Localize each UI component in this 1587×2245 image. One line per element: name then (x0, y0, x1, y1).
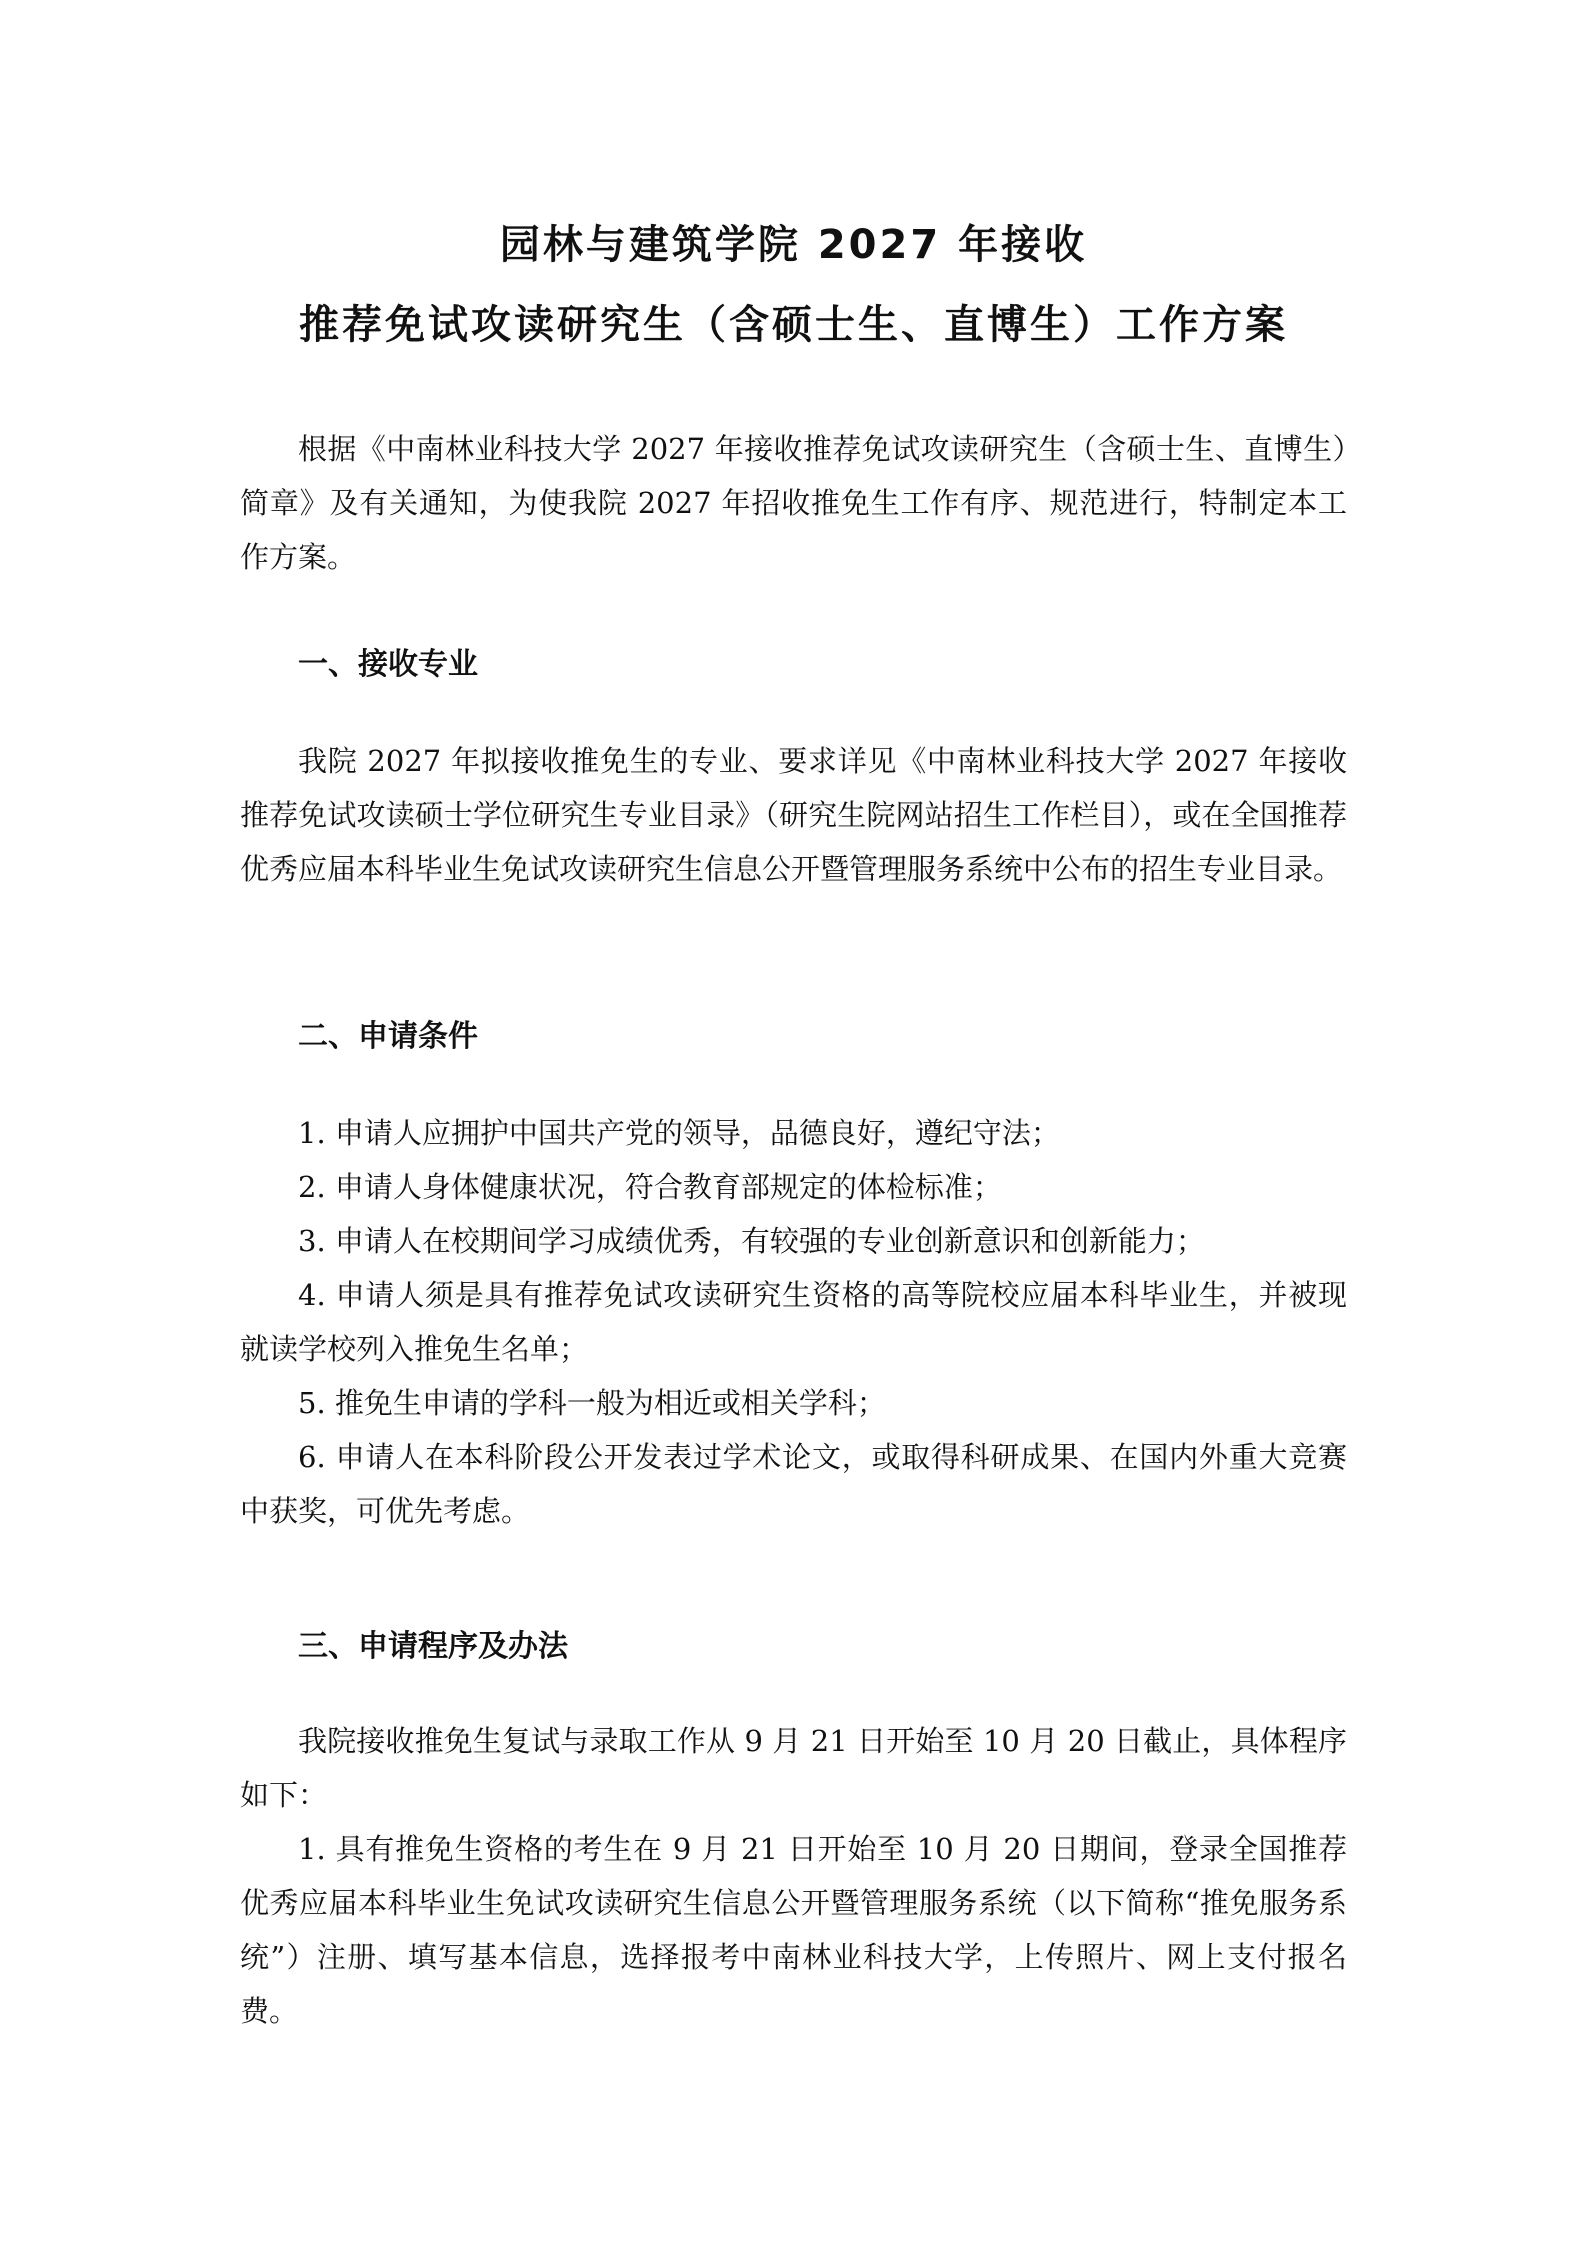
document-title-line-2: 推荐免试攻读研究生（含硕士生、直博生）工作方案 (299, 302, 1288, 348)
section-2-body (240, 1106, 1347, 1538)
condition-item: 3. 申请人在校期间学习成绩优秀，有较强的专业创新意识和创新能力； (298, 1224, 1205, 1258)
procedure-item: 1. 具有推免生资格的考生在 9 月 21 日开始至 10 月 20 日期间，登录全国推荐优秀应届本科毕业生免试攻读研究生信息公开暨管理服务系统（以下简称“推免服务系统”）注册、填写基本信息，选择报考中南林业科技大学，上传照片、网上支付报名费。 (240, 1832, 1347, 2028)
condition-item: 4. 申请人须是具有推荐免试攻读研究生资格的高等院校应届本科毕业生，并被现就读学校列入推免生名单； (240, 1278, 1347, 1366)
intro-paragraph-block (240, 422, 1347, 584)
document-title-line-1: 园林与建筑学院 2027 年接收 (499, 222, 1088, 268)
intro-paragraph: 根据《中南林业科技大学 2027 年接收推荐免试攻读研究生（含硕士生、直博生）简章》及有关通知，为使我院 2027 年招收推免生工作有序、规范进行，特制定本工作方案。 (240, 432, 1347, 574)
condition-item: 5. 推免生申请的学科一般为相近或相关学科； (298, 1386, 886, 1420)
section-heading-2: 二、申请条件 (298, 1019, 478, 1054)
section-3-body (240, 1714, 1347, 2038)
section-1-paragraph: 我院 2027 年拟接收推免生的专业、要求详见《中南林业科技大学 2027 年接收推荐免试攻读硕士学位研究生专业目录》（研究生院网站招生工作栏目），或在全国推荐优秀应届本科毕业生免试攻读研究生信息公开暨管理服务系统中公布的招生专业目录。 (240, 744, 1347, 886)
section-1-body (240, 734, 1347, 896)
procedure-intro: 我院接收推免生复试与录取工作从 9 月 21 日开始至 10 月 20 日截止，具体程序如下： (240, 1724, 1347, 1812)
condition-item: 6. 申请人在本科阶段公开发表过学术论文，或取得科研成果、在国内外重大竞赛中获奖，可优先考虑。 (240, 1440, 1347, 1528)
section-heading-1: 一、接收专业 (298, 647, 478, 682)
condition-item: 2. 申请人身体健康状况，符合教育部规定的体检标准； (298, 1170, 1002, 1204)
section-heading-3: 三、申请程序及办法 (298, 1629, 568, 1664)
condition-item: 1. 申请人应拥护中国共产党的领导，品德良好，遵纪守法； (298, 1116, 1060, 1150)
